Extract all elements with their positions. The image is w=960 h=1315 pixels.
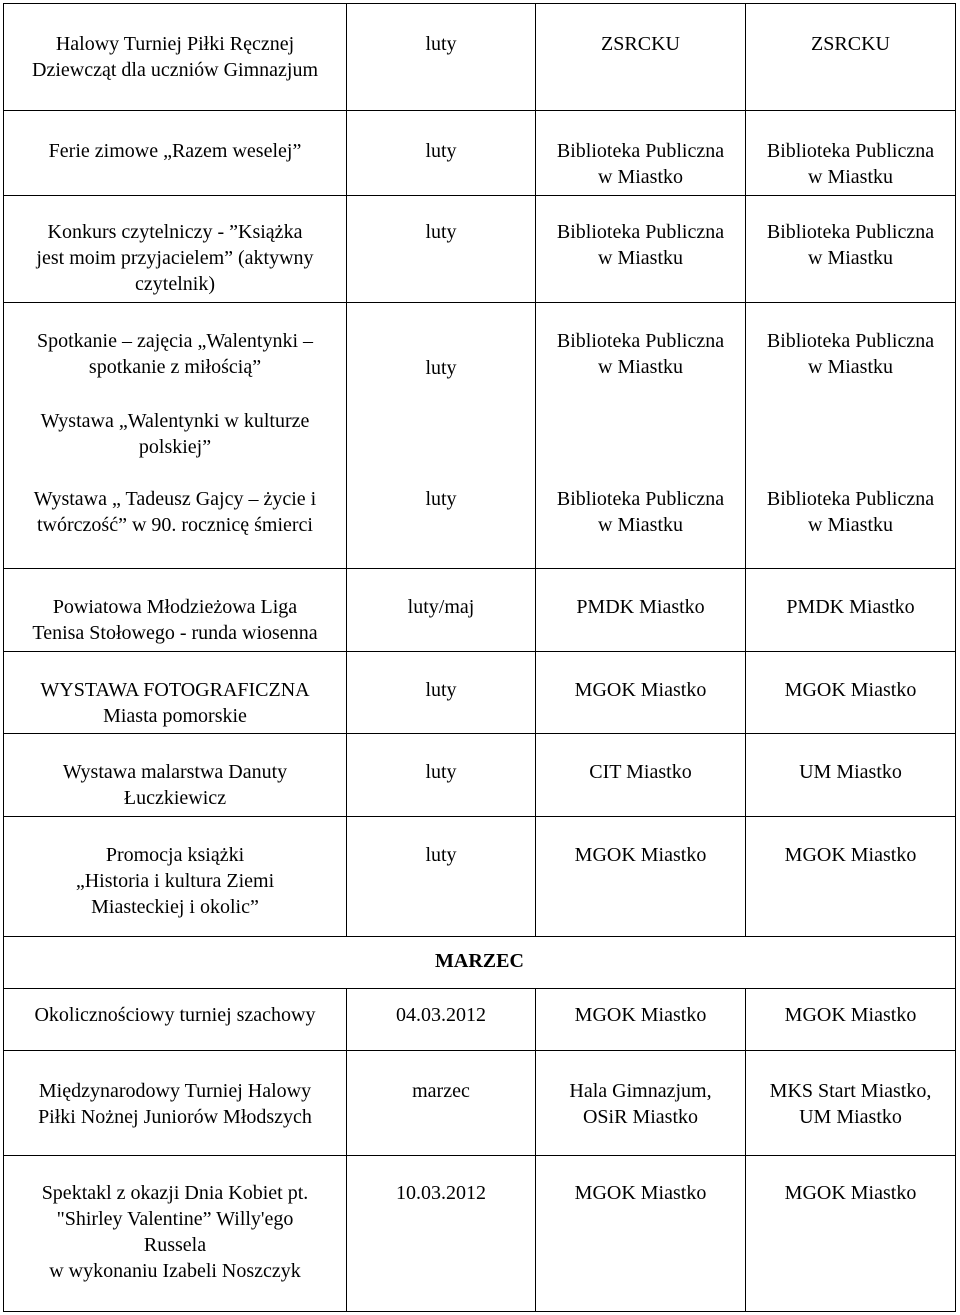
- event-name-cell: Wystawa malarstwa Danuty Łuczkiewicz: [62, 761, 288, 809]
- event-venue-cell: MGOK Miastko: [574, 679, 707, 701]
- event-venue-cell: Biblioteka Publiczna w Miastku: [556, 221, 725, 269]
- event-name-cell: WYSTAWA FOTOGRAFICZNA Miasta pomorskie: [40, 679, 310, 727]
- event-date-cell: luty: [425, 33, 457, 55]
- event-organizer-cell: Biblioteka Publiczna w Miastku: [766, 488, 935, 536]
- event-date-cell: 10.03.2012: [396, 1182, 486, 1204]
- event-date-cell: luty: [425, 140, 457, 162]
- event-organizer-cell: PMDK Miastko: [786, 596, 915, 618]
- event-date-cell: luty: [425, 488, 457, 510]
- row-divider: [3, 936, 956, 937]
- event-name-cell: Halowy Turniej Piłki Ręcznej Dziewcząt dla uczniów Gimnazjum: [32, 33, 318, 81]
- event-organizer-cell: Biblioteka Publiczna w Miastku: [766, 221, 935, 269]
- event-organizer-cell: UM Miastko: [799, 761, 902, 783]
- event-organizer-cell: MGOK Miastko: [784, 1182, 917, 1204]
- event-organizer-cell: ZSRCKU: [811, 33, 890, 55]
- event-name-cell: Konkurs czytelniczy - ”Książka jest moim przyjacielem” (aktywny czytelnik): [36, 221, 314, 295]
- event-venue-cell: Biblioteka Publiczna w Miastku: [556, 330, 725, 378]
- event-name-cell: Powiatowa Młodzieżowa Liga Tenisa Stołowego - runda wiosenna: [32, 596, 318, 644]
- event-venue-cell: CIT Miastko: [589, 761, 692, 783]
- event-name-cell: Wystawa „ Tadeusz Gajcy – życie i twórczość” w 90. rocznicę śmierci: [33, 488, 317, 536]
- table-border-top: [3, 3, 956, 4]
- event-name-cell: Spektakl z okazji Dnia Kobiet pt. "Shirley Valentine” Willy'ego Russela w wykonaniu Izabeli Noszczyk: [41, 1182, 309, 1282]
- row-divider: [3, 1155, 956, 1156]
- event-venue-cell: Biblioteka Publiczna w Miastku: [556, 488, 725, 536]
- event-date-cell: luty: [425, 679, 457, 701]
- event-organizer-cell: Biblioteka Publiczna w Miastku: [766, 330, 935, 378]
- event-date-cell: luty: [425, 844, 457, 866]
- month-header: MARZEC: [435, 950, 524, 972]
- column-divider-1-lower: [346, 988, 347, 1312]
- event-name-cell: Promocja książki „Historia i kultura Ziemi Miasteckiej i okolic”: [75, 844, 275, 918]
- event-organizer-cell: Biblioteka Publiczna w Miastku: [766, 140, 935, 188]
- event-date-cell: luty/maj: [407, 596, 475, 618]
- row-divider: [3, 651, 956, 652]
- event-name-cell: Okolicznościowy turniej szachowy: [34, 1004, 316, 1026]
- event-venue-cell: MGOK Miastko: [574, 1182, 707, 1204]
- event-venue-cell: ZSRCKU: [601, 33, 680, 55]
- event-venue-cell: MGOK Miastko: [574, 1004, 707, 1026]
- event-name-cell: Wystawa „Walentynki w kulturze polskiej”: [40, 410, 310, 458]
- event-venue-cell: PMDK Miastko: [576, 596, 705, 618]
- row-divider: [3, 110, 956, 111]
- event-venue-cell: Biblioteka Publiczna w Miastko: [556, 140, 725, 188]
- column-divider-3-lower: [745, 988, 746, 1312]
- event-venue-cell: Hala Gimnazjum, OSiR Miastko: [569, 1080, 712, 1128]
- table-border-right: [955, 3, 956, 1312]
- row-divider: [3, 1050, 956, 1051]
- column-divider-2-lower: [535, 988, 536, 1312]
- table-border-bottom: [3, 1311, 956, 1312]
- event-name-cell: Spotkanie – zajęcia „Walentynki – spotkanie z miłością”: [36, 330, 314, 378]
- event-date-cell: luty: [425, 221, 457, 243]
- row-divider: [3, 988, 956, 989]
- event-date-cell: 04.03.2012: [396, 1004, 486, 1026]
- event-organizer-cell: MGOK Miastko: [784, 844, 917, 866]
- event-name-cell: Ferie zimowe „Razem weselej”: [48, 140, 302, 162]
- event-organizer-cell: MGOK Miastko: [784, 1004, 917, 1026]
- event-venue-cell: MGOK Miastko: [574, 844, 707, 866]
- row-divider: [3, 816, 956, 817]
- event-organizer-cell: MGOK Miastko: [784, 679, 917, 701]
- event-name-cell: Międzynarodowy Turniej Halowy Piłki Nożnej Juniorów Młodszych: [38, 1080, 312, 1128]
- row-divider: [3, 733, 956, 734]
- row-divider: [3, 568, 956, 569]
- event-date-cell: luty: [425, 761, 457, 783]
- row-divider: [3, 302, 956, 303]
- row-divider: [3, 195, 956, 196]
- event-date-cell: luty: [425, 357, 457, 379]
- event-organizer-cell: MKS Start Miastko, UM Miastko: [769, 1080, 932, 1128]
- event-date-cell: marzec: [412, 1080, 470, 1102]
